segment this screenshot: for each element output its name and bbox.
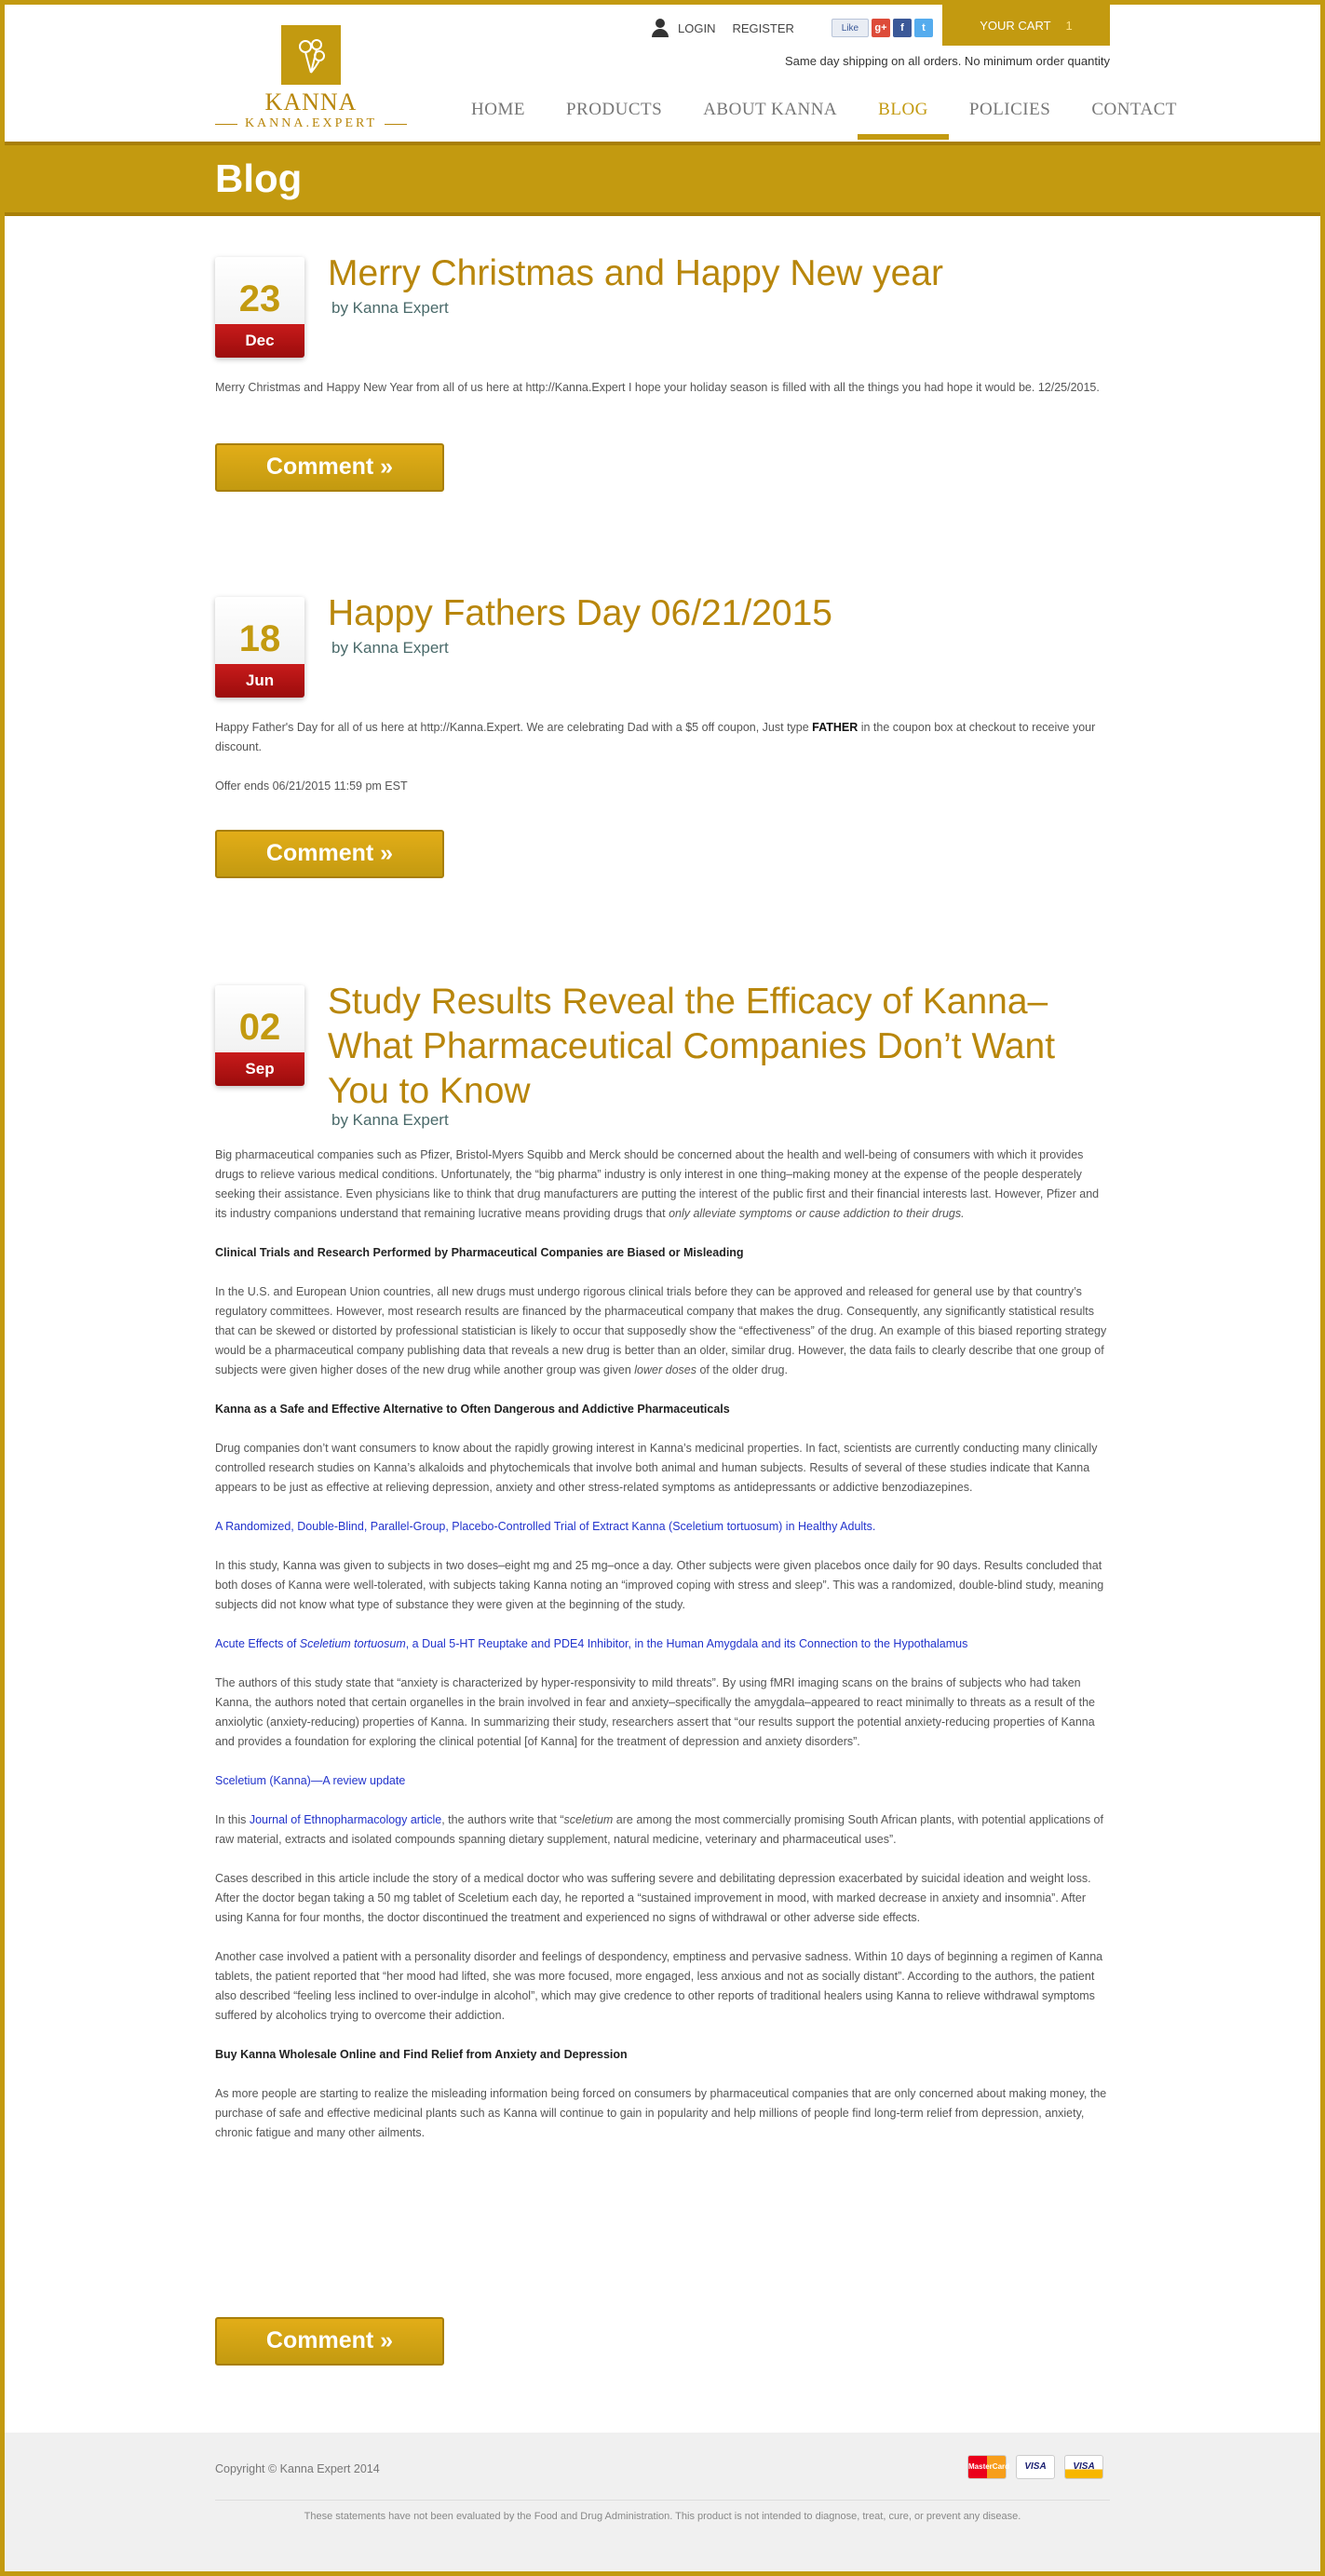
cart-count: 1 [1065,18,1073,33]
section-heading: Buy Kanna Wholesale Online and Find Relief from Anxiety and Depression [215,2048,628,2061]
post-paragraph: Offer ends 06/21/2015 11:59 pm EST [215,780,408,793]
date-day: 18 [215,597,304,664]
date-day: 02 [215,985,304,1052]
main-nav [451,97,1197,138]
post-paragraph: Drug companies don’t want consumers to know about the rapidly growing interest in Kanna’s medicinal properties. In fact, scientists are currently conducting many clinically controlled research studies on Kanna’s alkaloids and phytochemicals that involve both animal and human subjects. Results of several of these studies indicate that Kanna appears to be just as effective at relieving depression, anxiety and other stress-related symptoms as antidepressants or addictive benzodiazepines. [215,1442,1098,1494]
google-plus-icon[interactable]: g+ [872,19,890,37]
study-link-review-update[interactable]: Sceletium (Kanna)—A review update [215,1774,406,1787]
visa-electron-icon: VISA [1064,2455,1103,2479]
post-paragraph: Big pharmaceutical companies such as Pfizer, Bristol-Myers Squibb and Merck should be concerned about the health and well-being of consumers with which it provides drugs to relieve various medical conditions. Unfortunately, the “big pharma” industry is only interest in one thing–making money at the expense of the people desperately seeking their assistance. Even physicians like to think that drug manufacturers are putting the interest of the public first and their financial interests last. However, Pfizer and its industry companions understand that remaining lucrative means providing drugs that only alleviate symptoms or cause addiction to their drugs. [215,1148,1100,1220]
post-author[interactable]: by Kanna Expert [331,299,449,317]
top-links [650,11,933,45]
footer [0,2433,1325,2576]
user-icon [650,18,670,38]
login-link[interactable]: LOGIN [650,18,715,38]
twitter-icon[interactable]: t [914,19,933,37]
post-paragraph: In this study, Kanna was given to subjects in two doses–eight mg and 25 mg–once a day. Other subjects were given placebos once daily for 90 days. Results concluded that both doses of Kanna were well-tolerated, with subjects taking Kanna noting an “improved coping with stress and sleep”. This was a randomized, double-blind study, meaning subjects did not know what type of substance they were given at the beginning of the study. [215,1559,1104,1611]
comment-button[interactable]: Comment » [215,2317,444,2366]
post-body [215,378,1110,417]
date-month: Sep [215,1052,304,1086]
comment-button[interactable]: Comment » [215,830,444,878]
date-badge [215,597,304,698]
date-badge [215,257,304,358]
post-paragraph: Merry Christmas and Happy New Year from all of us here at http://Kanna.Expert I hope your holiday season is filled with all the things you had hope it would be. 12/25/2015. [215,381,1100,394]
post-paragraph: As more people are starting to realize the misleading information being forced on consumers by pharmaceutical companies that are only concerned about making money, the purchase of safe and effective medicinal plants such as Kanna will continue to gain in popularity and help millions of people find long-term relief from depression, anxiety, chronic fatigue and many other ailments. [215,2087,1107,2139]
social-buttons [832,19,933,37]
post-paragraph: Cases described in this article include the story of a medical doctor who was suffering severe and debilitating depression exacerbated by suicidal ideation and weight loss. After the doctor began taking a 50 mg tablet of Sceletium each day, he reported a “sustained improvement in mood, with marked decrease in anxiety and insomnia”. After using Kanna for four months, the doctor discontinued the treatment and experienced no signs of withdrawal or other adverse side effects. [215,1872,1091,1924]
facebook-like-button[interactable]: Like [832,19,869,37]
post-author[interactable]: by Kanna Expert [331,639,449,657]
study-link-acute-effects[interactable]: Acute Effects of Sceletium tortuosum, a Dual 5-HT Reuptake and PDE4 Inhibitor, in the Human Amygdala and its Connection to the Hypothalamus [215,1637,968,1650]
post-title[interactable]: Happy Fathers Day 06/21/2015 [328,593,833,633]
date-badge [215,985,304,1086]
nav-policies[interactable]: POLICIES [968,100,1051,119]
nav-contact[interactable]: CONTACT [1091,100,1178,119]
mastercard-icon: MasterCard [967,2455,1007,2479]
logo-name: KANNA [264,88,358,115]
post-paragraph: Another case involved a patient with a personality disorder and feelings of despondency, emptiness and pervasive sadness. Within 10 days of beginning a regimen of Kanna tablets, the patient reported that “her mood had lifted, she was more focused, more engaged, less anxious and not as socially distant”. According to the authors, the patient also described “feeling less inclined to over-indulge in alcohol”, which may give credence to other reports of traditional healers using Kanna to relieve withdrawal symptoms suffered by alcoholics trying to overcome their addiction. [215,1950,1103,2022]
visa-icon: VISA [1016,2455,1055,2479]
flower-logo-icon [281,25,341,85]
logo-subtitle: KANNA.EXPERT [215,116,407,131]
post-body [215,1146,1110,2162]
section-heading: Clinical Trials and Research Performed by Pharmaceutical Companies are Biased or Misleading [215,1246,744,1259]
fda-disclaimer: These statements have not been evaluated by the Food and Drug Administration. This product is not intended to diagnose, treat, cure, or prevent any disease. [304,2511,1021,2522]
facebook-icon[interactable]: f [893,19,912,37]
post-title[interactable]: Study Results Reveal the Efficacy of Kanna–What Pharmaceutical Companies Don’t Want You to Know [328,982,1056,1111]
post-body [215,718,1110,816]
section-heading: Kanna as a Safe and Effective Alternative to Often Dangerous and Addictive Pharmaceuticals [215,1403,730,1416]
date-month: Dec [215,324,304,358]
cart-label: YOUR CART [980,18,1051,33]
post-title[interactable]: Merry Christmas and Happy New year [328,253,944,293]
register-link[interactable]: REGISTER [732,20,794,35]
comment-button[interactable]: Comment » [215,443,444,492]
footer-divider [215,2500,1110,2501]
shipping-notice: Same day shipping on all orders. No minimum order quantity [784,54,1110,68]
site-logo[interactable] [215,25,407,131]
date-day: 23 [215,257,304,324]
nav-about-kanna[interactable]: ABOUT KANNA [703,100,838,119]
nav-home[interactable]: HOME [471,100,525,119]
coupon-code: FATHER [812,721,859,734]
post-author[interactable]: by Kanna Expert [331,1111,449,1129]
cart-button[interactable] [942,5,1110,46]
date-month: Jun [215,664,304,698]
post-paragraph: The authors of this study state that “anxiety is characterized by hyper-responsivity to mild threats”. By using fMRI imaging scans on the brains of subjects who had taken Kanna, the authors noted that certain organelles in the brain involved in fear and anxiety–specifically the amygdala–appeared to react minimally to threats as a result of the anxiolytic (anxiety-reducing) properties of Kanna. In summarizing their study, researchers assert that “our results support the potential anxiety-reducing properties of Kanna and provides a foundation for exploring the clinical potential [of Kanna] for the treatment of depression and anxiety disorders”. [215,1676,1096,1748]
nav-blog[interactable]: BLOG [858,97,949,138]
copyright: Copyright © Kanna Expert 2014 [215,2462,380,2475]
journal-link[interactable]: Journal of Ethnopharmacology article [249,1813,442,1826]
post-paragraph: In this Journal of Ethnopharmacology article, the authors write that “sceletium are among the most commercially promising South African plants, with potential applications of raw material, extracts and isolated compounds spanning dietary supplement, natural medicine, veterinary and pharmaceutical uses”. [215,1813,1103,1846]
study-link-randomized-trial[interactable]: A Randomized, Double-Blind, Parallel-Group, Placebo-Controlled Trial of Extract Kanna (Sceletium tortuosum) in Healthy Adults. [215,1520,876,1533]
nav-products[interactable]: PRODUCTS [565,100,663,119]
post-paragraph: In the U.S. and European Union countries, all new drugs must undergo rigorous clinical trials before they can be approved and released for general use by that country’s regulatory committees. However, most research results are financed by the pharmaceutical company that makes the drug. Consequently, any significantly statistical results that can be skewed or distorted by professional statistician is likely to occur that supposedly show the “effectiveness” of the drug. An example of this biased reporting strategy would be a pharmaceutical company publishing data that reveals a new drug is better than an older, similar drug. However, the data fails to clearly describe that one group of subjects were given higher doses of the new drug while another group was given lower doses of the older drug. [215,1285,1107,1376]
page-title: Blog [215,156,303,200]
page-banner [0,142,1325,216]
payment-cards [967,2455,1103,2479]
post-paragraph: Happy Father's Day for all of us here at http://Kanna.Expert. We are celebrating Dad with a $5 off coupon, Just type FATHER in the coupon box at checkout to receive your discount. [215,721,1096,753]
